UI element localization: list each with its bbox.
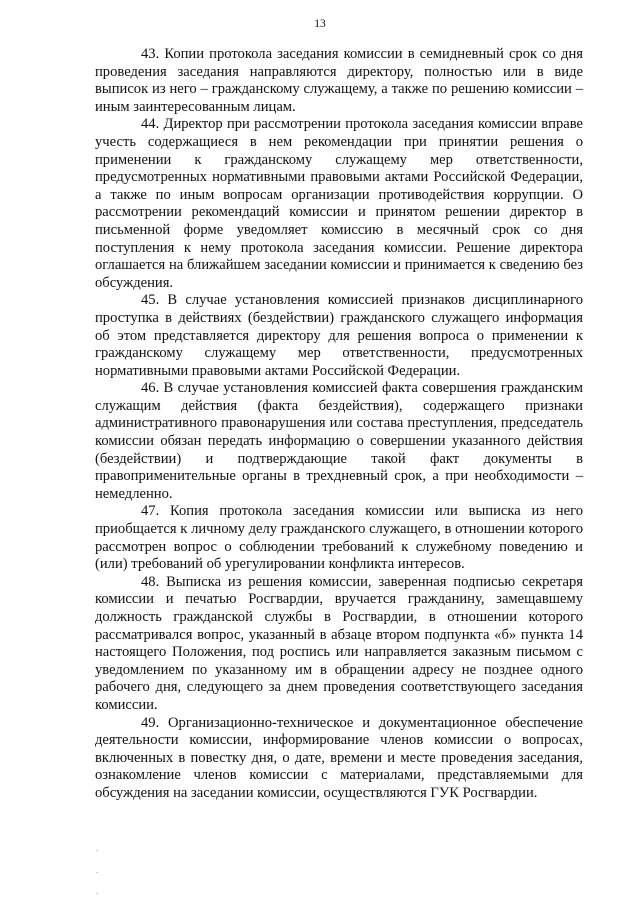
scan-artifact-mark xyxy=(96,872,98,873)
scan-artifact-mark xyxy=(96,893,98,894)
document-body xyxy=(95,46,583,803)
paragraph-48: 48. Выписка из решения комиссии, заверенная подписью секретаря комиссии и печатью Росгвардии, вручается гражданину, замещавшему должность гражданской службы в Росгвардии, в отношении которого рассматривался вопрос, указанный в абзаце втором подпункта «б» пункта 14 настоящего Положения, под роспись или направляется заказным письмом с уведомлением по указанному им в обращении адресу не позднее одного рабочего дня, следующего за днем проведения соответствующего заседания комиссии. xyxy=(95,573,583,713)
paragraph-45: 45. В случае установления комиссией признаков дисциплинарного проступка в действиях (бездействии) гражданского служащего информация об этом представляется директору для решения вопроса о применении к гражданскому служащему мер ответственности, предусмотренных нормативными правовыми актами Российской Федерации. xyxy=(95,292,583,379)
scan-artifact-mark xyxy=(96,850,98,851)
paragraph-43: 43. Копии протокола заседания комиссии в семидневный срок со дня проведения заседания направляются директору, полностью или в виде выписок из него – гражданскому служащему, а также по решению комиссии – иным заинтересованным лицам. xyxy=(95,46,583,115)
paragraph-46: 46. В случае установления комиссией факта совершения гражданским служащим действия (факта бездействия), содержащего признаки административного правонарушения или состава преступления, председатель комиссии обязан передать информацию о совершении указанного действия (бездействии) и подтверждающие такой факт документы в правоприменительные органы в трехдневный срок, а при необходимости – немедленно. xyxy=(95,380,583,502)
paragraph-47: 47. Копия протокола заседания комиссии или выписка из него приобщается к личному делу гражданского служащего, в отношении которого рассмотрен вопрос о соблюдении требований к служебному поведению и (или) требований об урегулировании конфликта интересов. xyxy=(95,503,583,573)
page-number: 13 xyxy=(314,18,326,30)
paragraph-44: 44. Директор при рассмотрении протокола заседания комиссии вправе учесть содержащиеся в нем рекомендации при принятии решения о применении к гражданскому служащему мер ответственности, предусмотренных нормативными правовыми актами Российской Федерации, а также по иным вопросам организации противодействия коррупции. О рассмотрении рекомендаций комиссии и принятом решении директор в письменной форме уведомляет комиссию в месячный срок со дня поступления к нему протокола заседания комиссии. Решение директора оглашается на ближайшем заседании комиссии и принимается к сведению без обсуждения. xyxy=(95,116,583,291)
paragraph-49: 49. Организационно-техническое и документационное обеспечение деятельности комиссии, информирование членов комиссии о вопросах, включенных в повестку дня, о дате, времени и месте проведения заседания, ознакомление членов комиссии с материалами, представляемыми для обсуждения на заседании комиссии, осуществляются ГУК Росгвардии. xyxy=(95,714,583,801)
